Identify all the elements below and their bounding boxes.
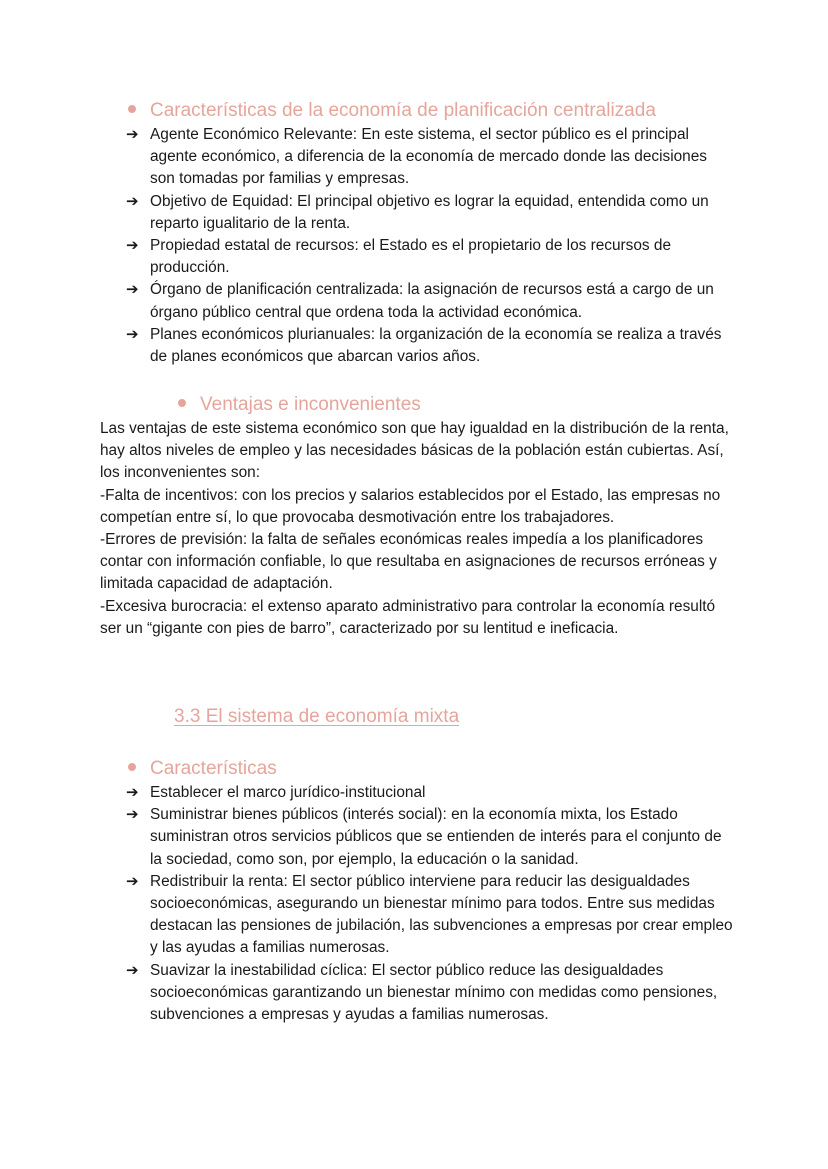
section-heading-caracteristicas (128, 758, 277, 780)
arrow-right-icon: ➔ (126, 784, 139, 801)
section-title-economia-mixta: 3.3 El sistema de economía mixta (174, 706, 460, 727)
planificacion-characteristics-list (126, 124, 736, 368)
economia-mixta-list (126, 782, 736, 1026)
heading-text: Características de la economía de planificación centralizada (150, 100, 656, 121)
arrow-right-icon: ➔ (126, 325, 139, 343)
list-item: ➔ Agente Económico Relevante: En este sistema, el sector público es el principal agente económico, a diferencia de la economía de mercado donde las decisiones son tomadas por familias y empresas. (126, 126, 707, 188)
dot-icon (128, 763, 136, 771)
list-item: ➔ Órgano de planificación centralizada: la asignación de recursos está a cargo de un órgano público central que ordena toda la actividad económica. (126, 281, 714, 321)
ventajas-body (100, 418, 740, 640)
heading-text: Características (150, 758, 277, 779)
heading-text: Ventajas e inconvenientes (200, 394, 421, 415)
paragraph: -Falta de incentivos: con los precios y salarios establecidos por el Estado, las empresas no competían entre sí, lo que provocaba desmotivación entre los trabajadores. (100, 486, 721, 526)
list-item: ➔ Objetivo de Equidad: El principal objetivo es lograr la equidad, entendida como un reparto igualitario de la renta. (126, 192, 709, 232)
arrow-right-icon: ➔ (126, 237, 139, 255)
paragraph: -Excesiva burocracia: el extenso aparato administrativo para controlar la economía resultó ser un “gigante con pies de barro”, caracterizado por su lentitud e ineficacia. (100, 597, 716, 637)
paragraph: -Errores de previsión: la falta de señales económicas reales impedía a los planificadores contar con información confiable, lo que resultaba en asignaciones de recursos erróneas y limitada capacidad de adaptación. (100, 531, 717, 593)
paragraph: Las ventajas de este sistema económico son que hay igualdad en la distribución de la renta, hay altos niveles de empleo y las necesidades básicas de la población están cubiertas. Así, los inconvenientes son: (100, 420, 729, 482)
dot-icon (178, 399, 186, 407)
arrow-right-icon: ➔ (126, 126, 139, 143)
arrow-right-icon: ➔ (126, 872, 139, 890)
list-item: ➔ Suavizar la inestabilidad cíclica: El sector público reduce las desigualdades socioeconómicas garantizando un bienestar mínimo con medidas como pensiones, subvenciones a empresas y ayudas a familias numerosas. (126, 961, 718, 1024)
dot-icon (128, 105, 136, 113)
list-item: ➔ Planes económicos plurianuales: la organización de la economía se realiza a través de planes económicos que abarcan varios años. (126, 325, 722, 366)
section-heading-planificacion (128, 100, 656, 122)
arrow-right-icon: ➔ (126, 806, 139, 824)
list-item: ➔ Propiedad estatal de recursos: el Estado es el propietario de los recursos de producción. (126, 237, 672, 277)
list-item: ➔ Establecer el marco jurídico-institucional (126, 782, 736, 804)
list-item: ➔ Redistribuir la renta: El sector público interviene para reducir las desigualdades socioeconómicas, asegurando un bienestar mínimo para todos. Entre sus medidas destacan las pensiones de jubilación, las subvenciones a empresas por crear empleo y las ayudas a familias numerosas. (126, 872, 733, 957)
arrow-right-icon: ➔ (126, 961, 139, 979)
list-item: ➔ Suministrar bienes públicos (interés social): en la economía mixta, los Estado suministran otros servicios públicos que se entienden de interés para el conjunto de la sociedad, como son, por ejemplo, la educación o la sanidad. (126, 806, 722, 868)
section-heading-ventajas (178, 394, 421, 416)
arrow-right-icon: ➔ (126, 192, 139, 210)
arrow-right-icon: ➔ (126, 281, 139, 299)
